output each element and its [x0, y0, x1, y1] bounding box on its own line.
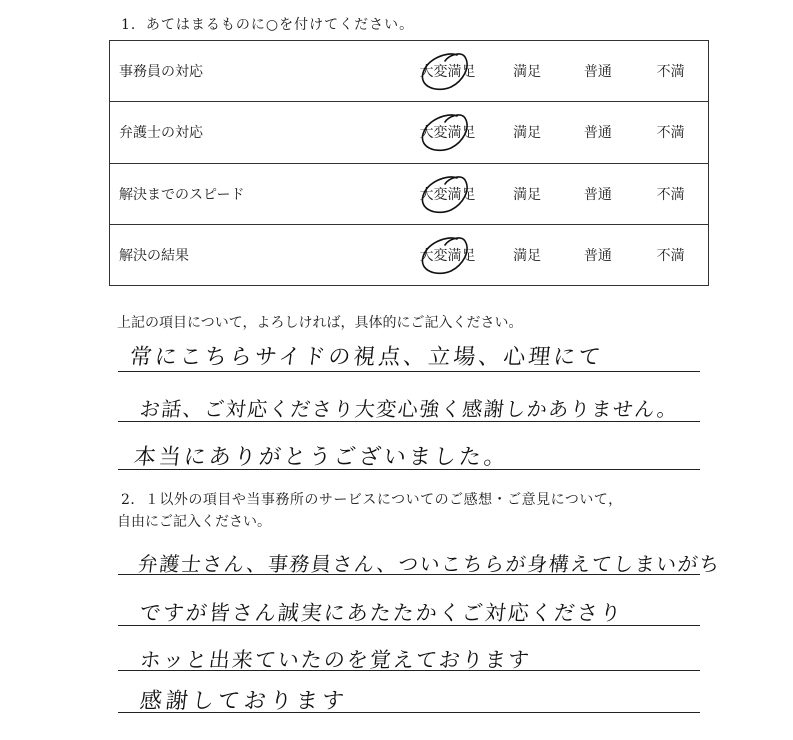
rating-row: [110, 102, 709, 163]
rating-table: [109, 40, 709, 286]
rating-option-label: 大変満足: [419, 247, 476, 264]
rating-option: [492, 102, 563, 163]
handwritten-line: 感謝しております: [138, 689, 350, 714]
section1-comment-prompt: 上記の項目について，よろしければ，具体的にご記入ください。: [117, 315, 523, 331]
rating-option: [562, 41, 633, 102]
rating-option-label: 満足: [513, 64, 542, 81]
rating-item-label: 解決までのスピード: [110, 163, 404, 224]
rating-option: [633, 224, 708, 285]
rating-option-label: 普通: [583, 186, 612, 203]
rating-row: [110, 224, 709, 285]
rating-option: [633, 41, 708, 102]
rating-option-label: 不満: [656, 64, 685, 81]
writing-rule: [118, 625, 700, 626]
rating-option: [633, 163, 708, 224]
rating-option: [562, 224, 633, 285]
writing-rule: [118, 712, 700, 713]
handwritten-line: お話、ご対応くださり大変心強く感謝しかありません。: [138, 397, 680, 421]
writing-rule: [118, 469, 700, 470]
rating-option-label: 普通: [583, 247, 612, 264]
rating-row: [110, 163, 709, 224]
rating-option: [492, 41, 563, 102]
rating-item-label: 弁護士の対応: [110, 102, 404, 163]
writing-rule: [118, 670, 700, 671]
section2-heading-cont: 自由にご記入ください。: [117, 514, 271, 530]
rating-option: [633, 102, 708, 163]
rating-item-label: 事務員の対応: [110, 41, 404, 102]
rating-option-label: 大変満足: [419, 64, 476, 81]
section1-heading: 1．あてはまるものに○を付けてください。: [121, 17, 415, 33]
rating-option-label: 満足: [513, 125, 542, 142]
writing-rule: [118, 371, 700, 372]
rating-option: [492, 224, 563, 285]
rating-option-label: 普通: [583, 125, 612, 142]
rating-option: [562, 102, 633, 163]
handwritten-line: 常にこちらサイドの視点、立場、心理にて: [128, 345, 605, 370]
handwritten-line: ですが皆さん誠実にあたたかくご対応くださり: [138, 601, 625, 625]
handwritten-line: 弁護士さん、事務員さん、ついこちらが身構えてしまいがち: [136, 552, 723, 576]
handwritten-line: ホッと出来ていたのを覚えております: [138, 648, 533, 672]
rating-option: [492, 163, 563, 224]
writing-rule: [118, 421, 700, 422]
rating-option: [403, 41, 491, 102]
rating-option-label: 大変満足: [419, 125, 476, 142]
rating-option: [562, 163, 633, 224]
rating-option-label: 不満: [656, 186, 685, 203]
rating-option-label: 満足: [513, 186, 542, 203]
rating-option-label: 不満: [656, 247, 685, 264]
rating-item-label: 解決の結果: [110, 224, 404, 285]
rating-option-label: 普通: [583, 64, 612, 81]
writing-rule: [118, 574, 700, 575]
rating-option-label: 満足: [513, 247, 542, 264]
rating-row: [110, 41, 709, 102]
rating-option: [403, 102, 491, 163]
rating-option: [403, 224, 491, 285]
handwritten-line: 本当にありがとうございました。: [132, 445, 511, 470]
section2-heading: 2．１以外の項目や当事務所のサービスについてのご感想・ご意見について，: [121, 492, 623, 508]
rating-option-label: 大変満足: [419, 186, 476, 203]
rating-option-label: 不満: [656, 125, 685, 142]
rating-option: [403, 163, 491, 224]
